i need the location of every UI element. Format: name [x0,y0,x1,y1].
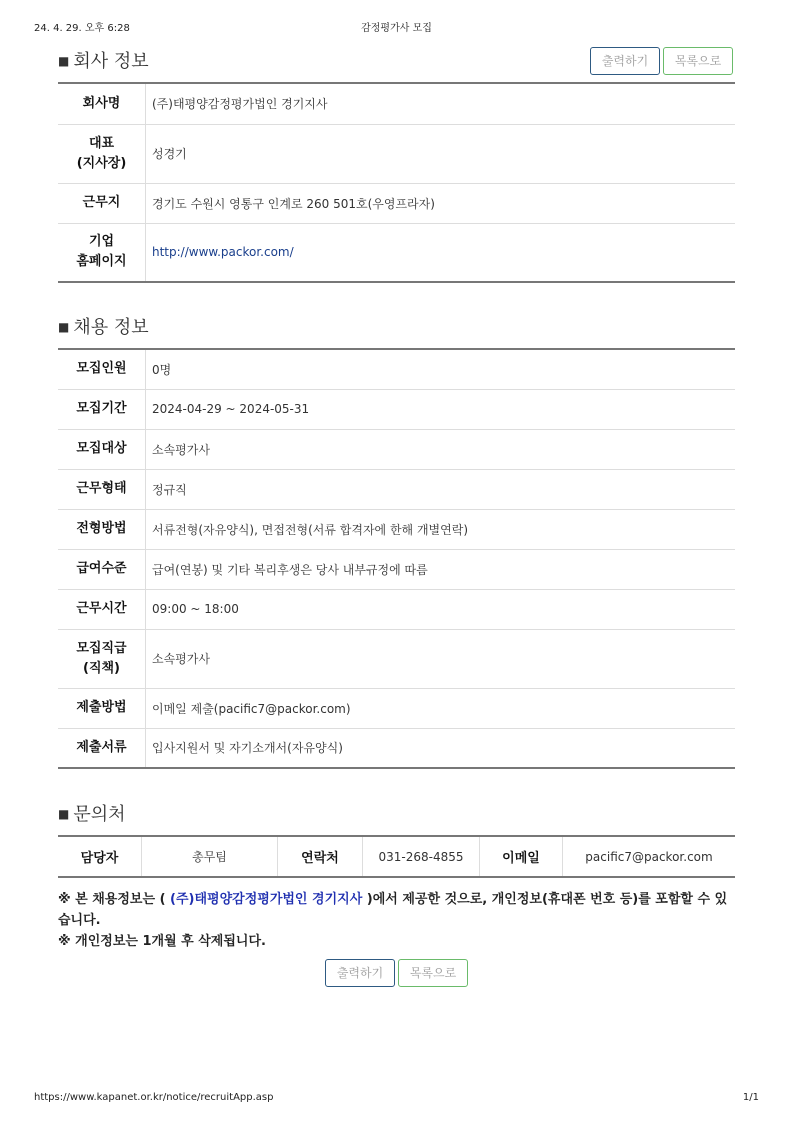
row-label: 근무시간 [58,589,146,629]
homepage-link[interactable]: http://www.packor.com/ [152,245,294,260]
row-label: 대표 (지사장) [58,124,146,183]
row-label: 모집인원 [58,349,146,389]
recruit-info-table [58,348,735,769]
table-row [58,589,735,629]
notice-line-1: ※ 본 채용정보는 ( (주)태평양감정평가법인 경기지사 )에서 제공한 것으로, 개인정보(휴대폰 번호 등)를 포함할 수 있습니다. [58,892,728,928]
table-row [58,728,735,768]
row-label: 기업 홈페이지 [58,223,146,282]
print-header [0,19,793,35]
row-value: 서류전형(자유양식), 면접전형(서류 합격자에 한해 개별연락) [146,509,736,549]
row-value: 소속평가사 [146,429,736,469]
company-section-title: ■ 회사 정보 [58,51,149,72]
manager-label: 담당자 [58,836,142,877]
table-row [58,389,735,429]
phone-label: 연락처 [278,836,363,877]
row-value: 소속평가사 [146,629,736,688]
row-label: 모집기간 [58,389,146,429]
print-button-top[interactable]: 출력하기 [590,47,660,75]
table-row [58,223,735,282]
row-label: 회사명 [58,83,146,124]
workplace-value: 경기도 수원시 영통구 인계로 260 501호(우영프라자) [146,183,736,223]
row-value: 0명 [146,349,736,389]
row-label: 제출방법 [58,688,146,728]
table-row [58,836,735,877]
row-label: 모집대상 [58,429,146,469]
row-value: 09:00 ~ 18:00 [146,589,736,629]
company-info-table [58,82,735,283]
list-button-top[interactable]: 목록으로 [663,47,733,75]
notice-line-2: ※ 개인정보는 1개월 후 삭제됩니다. [58,934,266,949]
row-label: 모집직급 (직책) [58,629,146,688]
row-value: 정규직 [146,469,736,509]
print-title: 감정평가사 모집 [361,23,432,34]
table-row [58,183,735,223]
table-row [58,83,735,124]
row-label: 제출서류 [58,728,146,768]
row-value: 급여(연봉) 및 기타 복리후생은 당사 내부규정에 따름 [146,549,736,589]
row-label: 근무형태 [58,469,146,509]
table-row [58,349,735,389]
row-value: 이메일 제출(pacific7@packor.com) [146,688,736,728]
privacy-notice [58,889,738,952]
table-row [58,629,735,688]
list-button-bottom[interactable]: 목록으로 [398,959,468,987]
print-button-bottom[interactable]: 출력하기 [325,959,395,987]
recruit-section-title: ■ 채용 정보 [58,317,149,338]
row-value: 입사지원서 및 자기소개서(자유양식) [152,741,343,756]
bullet-icon: ■ [58,54,70,68]
table-row [58,469,735,509]
email-value: pacific7@packor.com [585,849,713,864]
phone-value: 031-268-4855 [363,836,480,877]
row-value: 2024-04-29 ~ 2024-05-31 [146,389,736,429]
table-row [58,509,735,549]
table-row [58,124,735,183]
table-row [58,549,735,589]
row-label: 근무지 [58,183,146,223]
notice-company-name: (주)태평양감정평가법인 경기지사 [170,892,363,907]
table-row [58,688,735,728]
row-label: 급여수준 [58,549,146,589]
company-name-value: (주)태평양감정평가법인 경기지사 [146,83,736,124]
representative-value: 성경기 [146,124,736,183]
bullet-icon: ■ [58,807,70,821]
contact-table [58,835,735,878]
bullet-icon: ■ [58,320,70,334]
manager-value: 총무팀 [142,836,278,877]
email-label: 이메일 [480,836,563,877]
page-url: https://www.kapanet.or.kr/notice/recruitApp.asp [34,1092,274,1103]
print-date: 24. 4. 29. 오후 6:28 [34,23,130,34]
table-row [58,429,735,469]
row-label: 전형방법 [58,509,146,549]
page-number: 1/1 [742,1092,759,1103]
contact-section-title: ■ 문의처 [58,804,126,825]
